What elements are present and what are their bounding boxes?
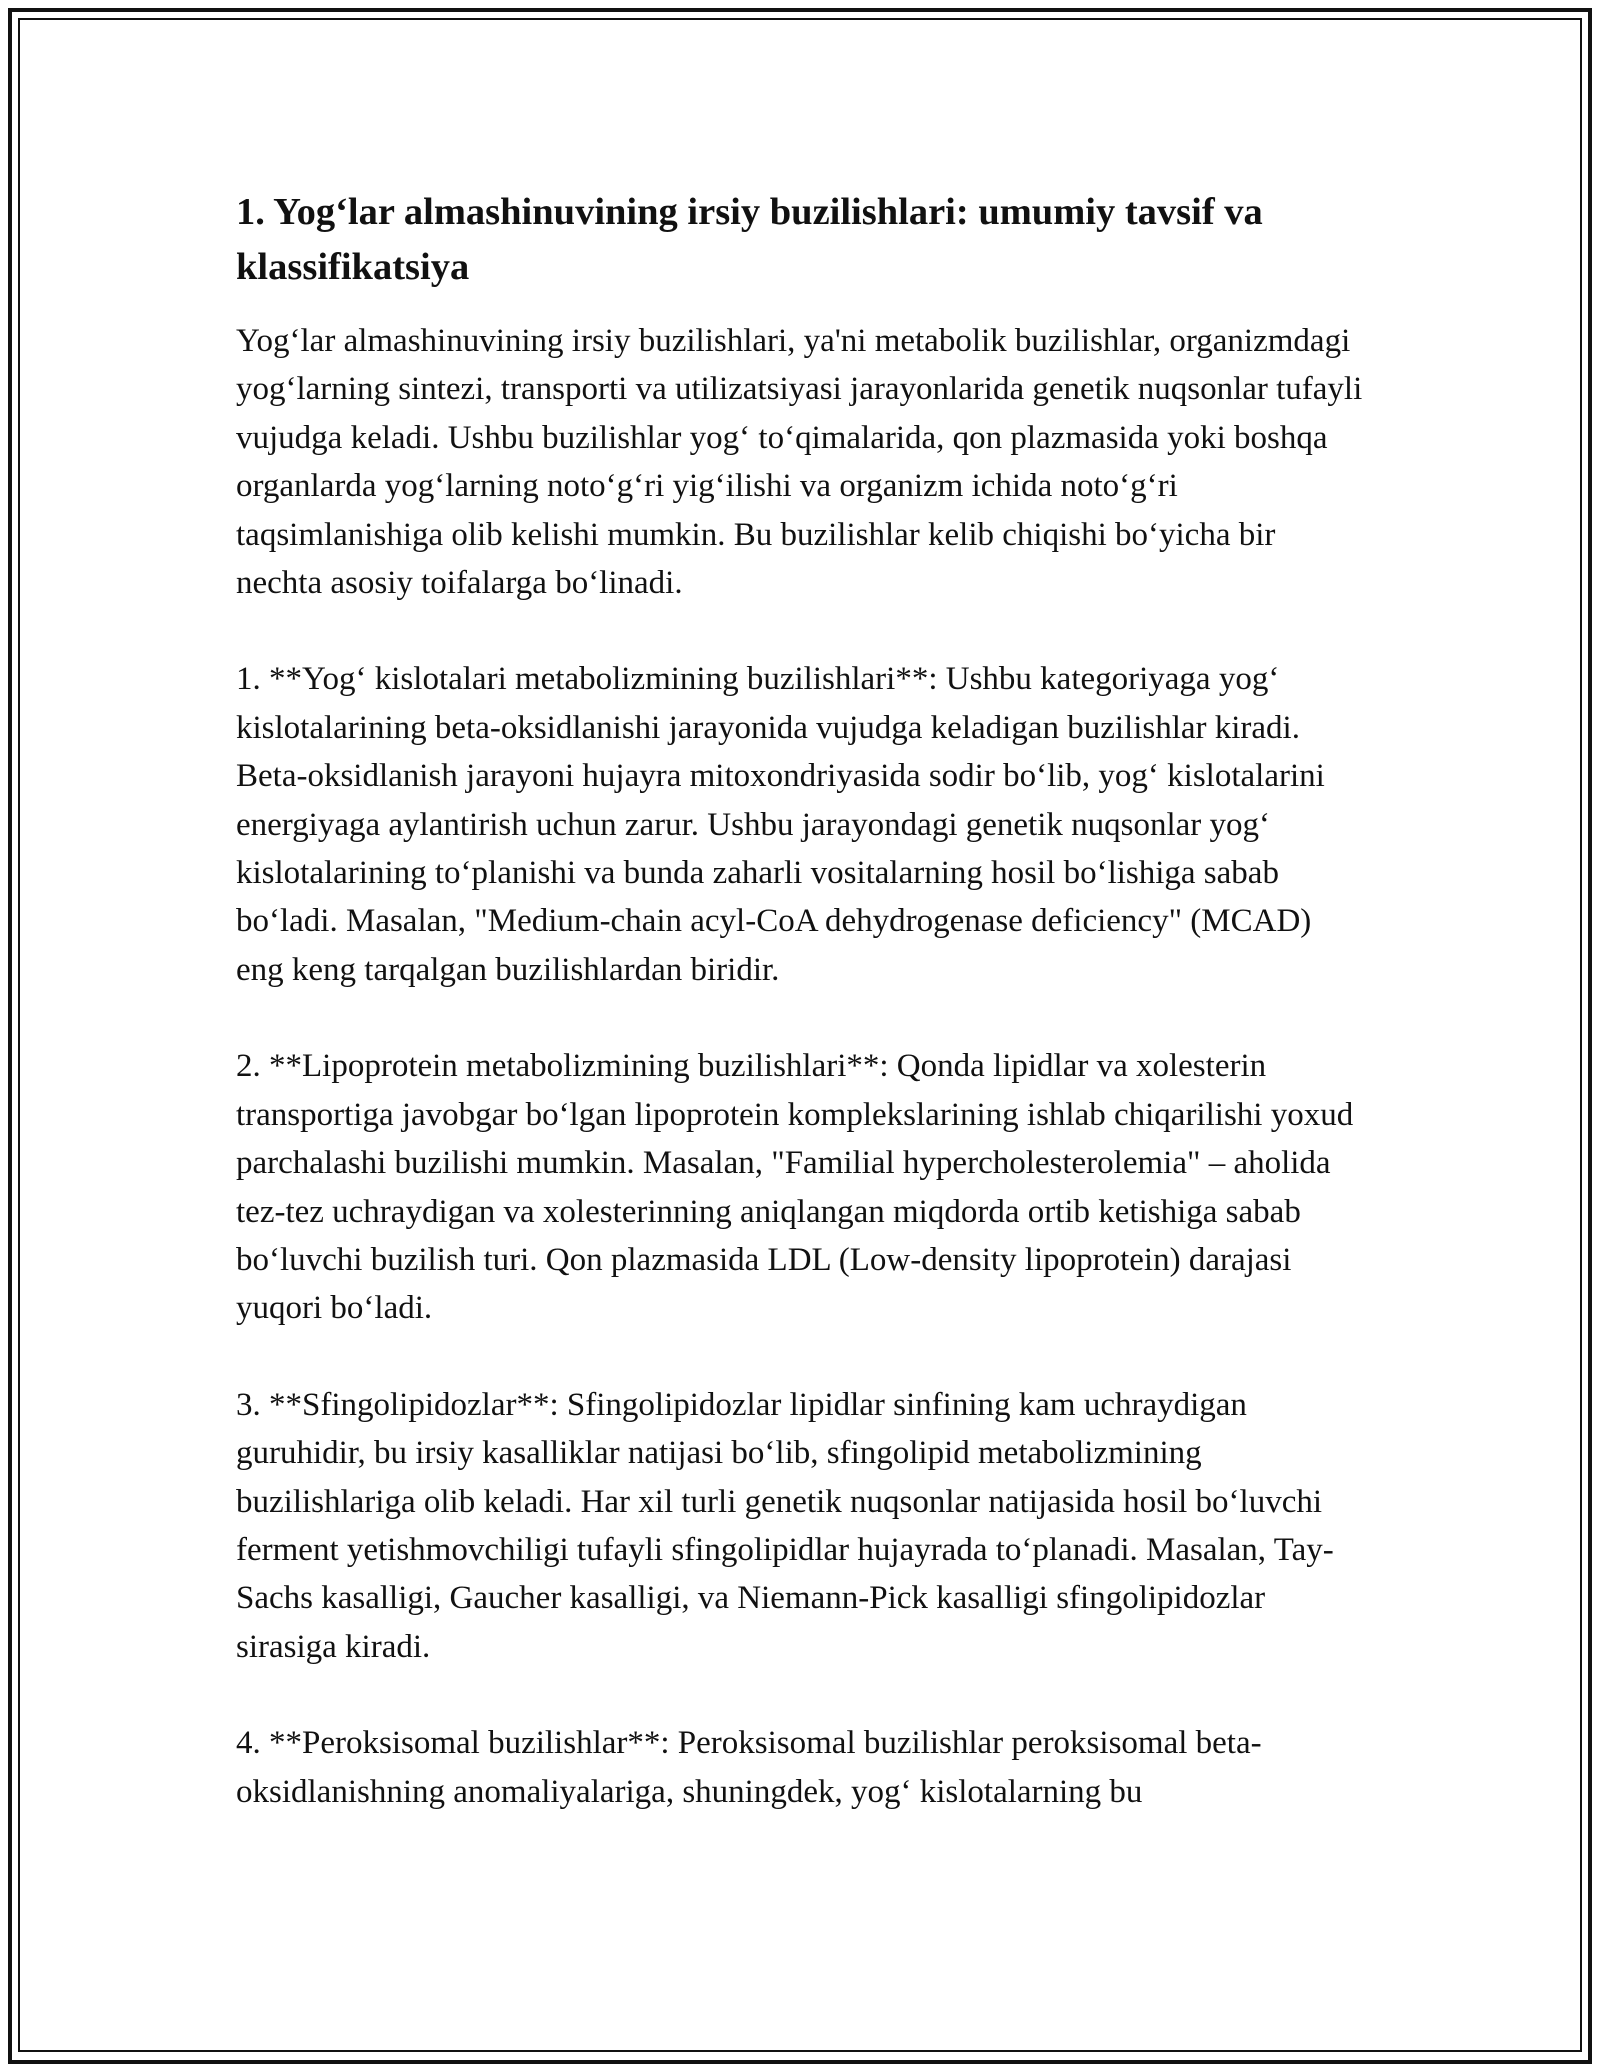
paragraph-lipoprotein-metabolism: 2. **Lipoprotein metabolizmining buzilishlari**: Qonda lipidlar va xolesterin transportiga javobgar bo‘lgan lipoprotein komplekslarining ishlab chiqarilishi yoxud parchalashi buzilishi mumkin. Masalan, "Familial hypercholesterolemia" – aholida tez-tez uchraydigan va xolesterinning aniqlangan miqdorda ortib ketishiga sabab bo‘luvchi buzilish turi. Qon plazmasida LDL (Low-density lipoprotein) darajasi yuqori bo‘ladi. xyxy=(236,1048,1354,1327)
document-body xyxy=(236,185,1366,1816)
paragraph-fatty-acid-metabolism: 1. **Yog‘ kislotalari metabolizmining buzilishlari**: Ushbu kategoriyaga yog‘ kislotalarining beta-oksidlanishi jarayonida vujudga keladigan buzilishlar kiradi. Beta-oksidlanish jarayoni hujayra mitoxondriyasida sodir bo‘lib, yog‘ kislotalarini energiyaga aylantirish uchun zarur. Ushbu jarayondagi genetik nuqsonlar yog‘ kislotalarining to‘planishi va bunda zaharli vositalarning hosil bo‘lishiga sabab bo‘ladi. Masalan, "Medium-chain acyl-CoA dehydrogenase deficiency" (MCAD) eng keng tarqalgan buzilishlardan biridir. xyxy=(236,661,1325,988)
paragraph-sphingolipidoses: 3. **Sfingolipidozlar**: Sfingolipidozlar lipidlar sinfining kam uchraydigan guruhidir, bu irsiy kasalliklar natijasi bo‘lib, sfingolipid metabolizmining buzilishlariga olib keladi. Har xil turli genetik nuqsonlar natijasida hosil bo‘luvchi ferment yetishmovchiligi tufayli sfingolipidlar hujayrada to‘planadi. Masalan, Tay-Sachs kasalligi, Gaucher kasalligi, va Niemann-Pick kasalligi sfingolipidozlar sirasiga kiradi. xyxy=(236,1386,1334,1665)
paragraph-peroxisomal-disorders: 4. **Peroksisomal buzilishlar**: Peroksisomal buzilishlar peroksisomal beta-oksidlanishning anomaliyalariga, shuningdek, yog‘ kislotalarning bu xyxy=(236,1725,1262,1810)
section-heading: 1. Yog‘lar almashinuvining irsiy buzilishlari: umumiy tavsif va klassifikatsiya xyxy=(236,191,1263,288)
intro-paragraph: Yog‘lar almashinuvining irsiy buzilishlari, ya'ni metabolik buzilishlar, organizmdagi yog‘larning sintezi, transporti va utilizatsiyasi jarayonlarida genetik nuqsonlar tufayli vujudga keladi. Ushbu buzilishlar yog‘ to‘qimalarida, qon plazmasida yoki boshqa organlarda yog‘larning noto‘g‘ri yig‘ilishi va organizm ichida noto‘g‘ri taqsimlanishiga olib kelishi mumkin. Bu buzilishlar kelib chiqishi bo‘yicha bir nechta asosiy toifalarga bo‘linadi. xyxy=(236,323,1363,602)
